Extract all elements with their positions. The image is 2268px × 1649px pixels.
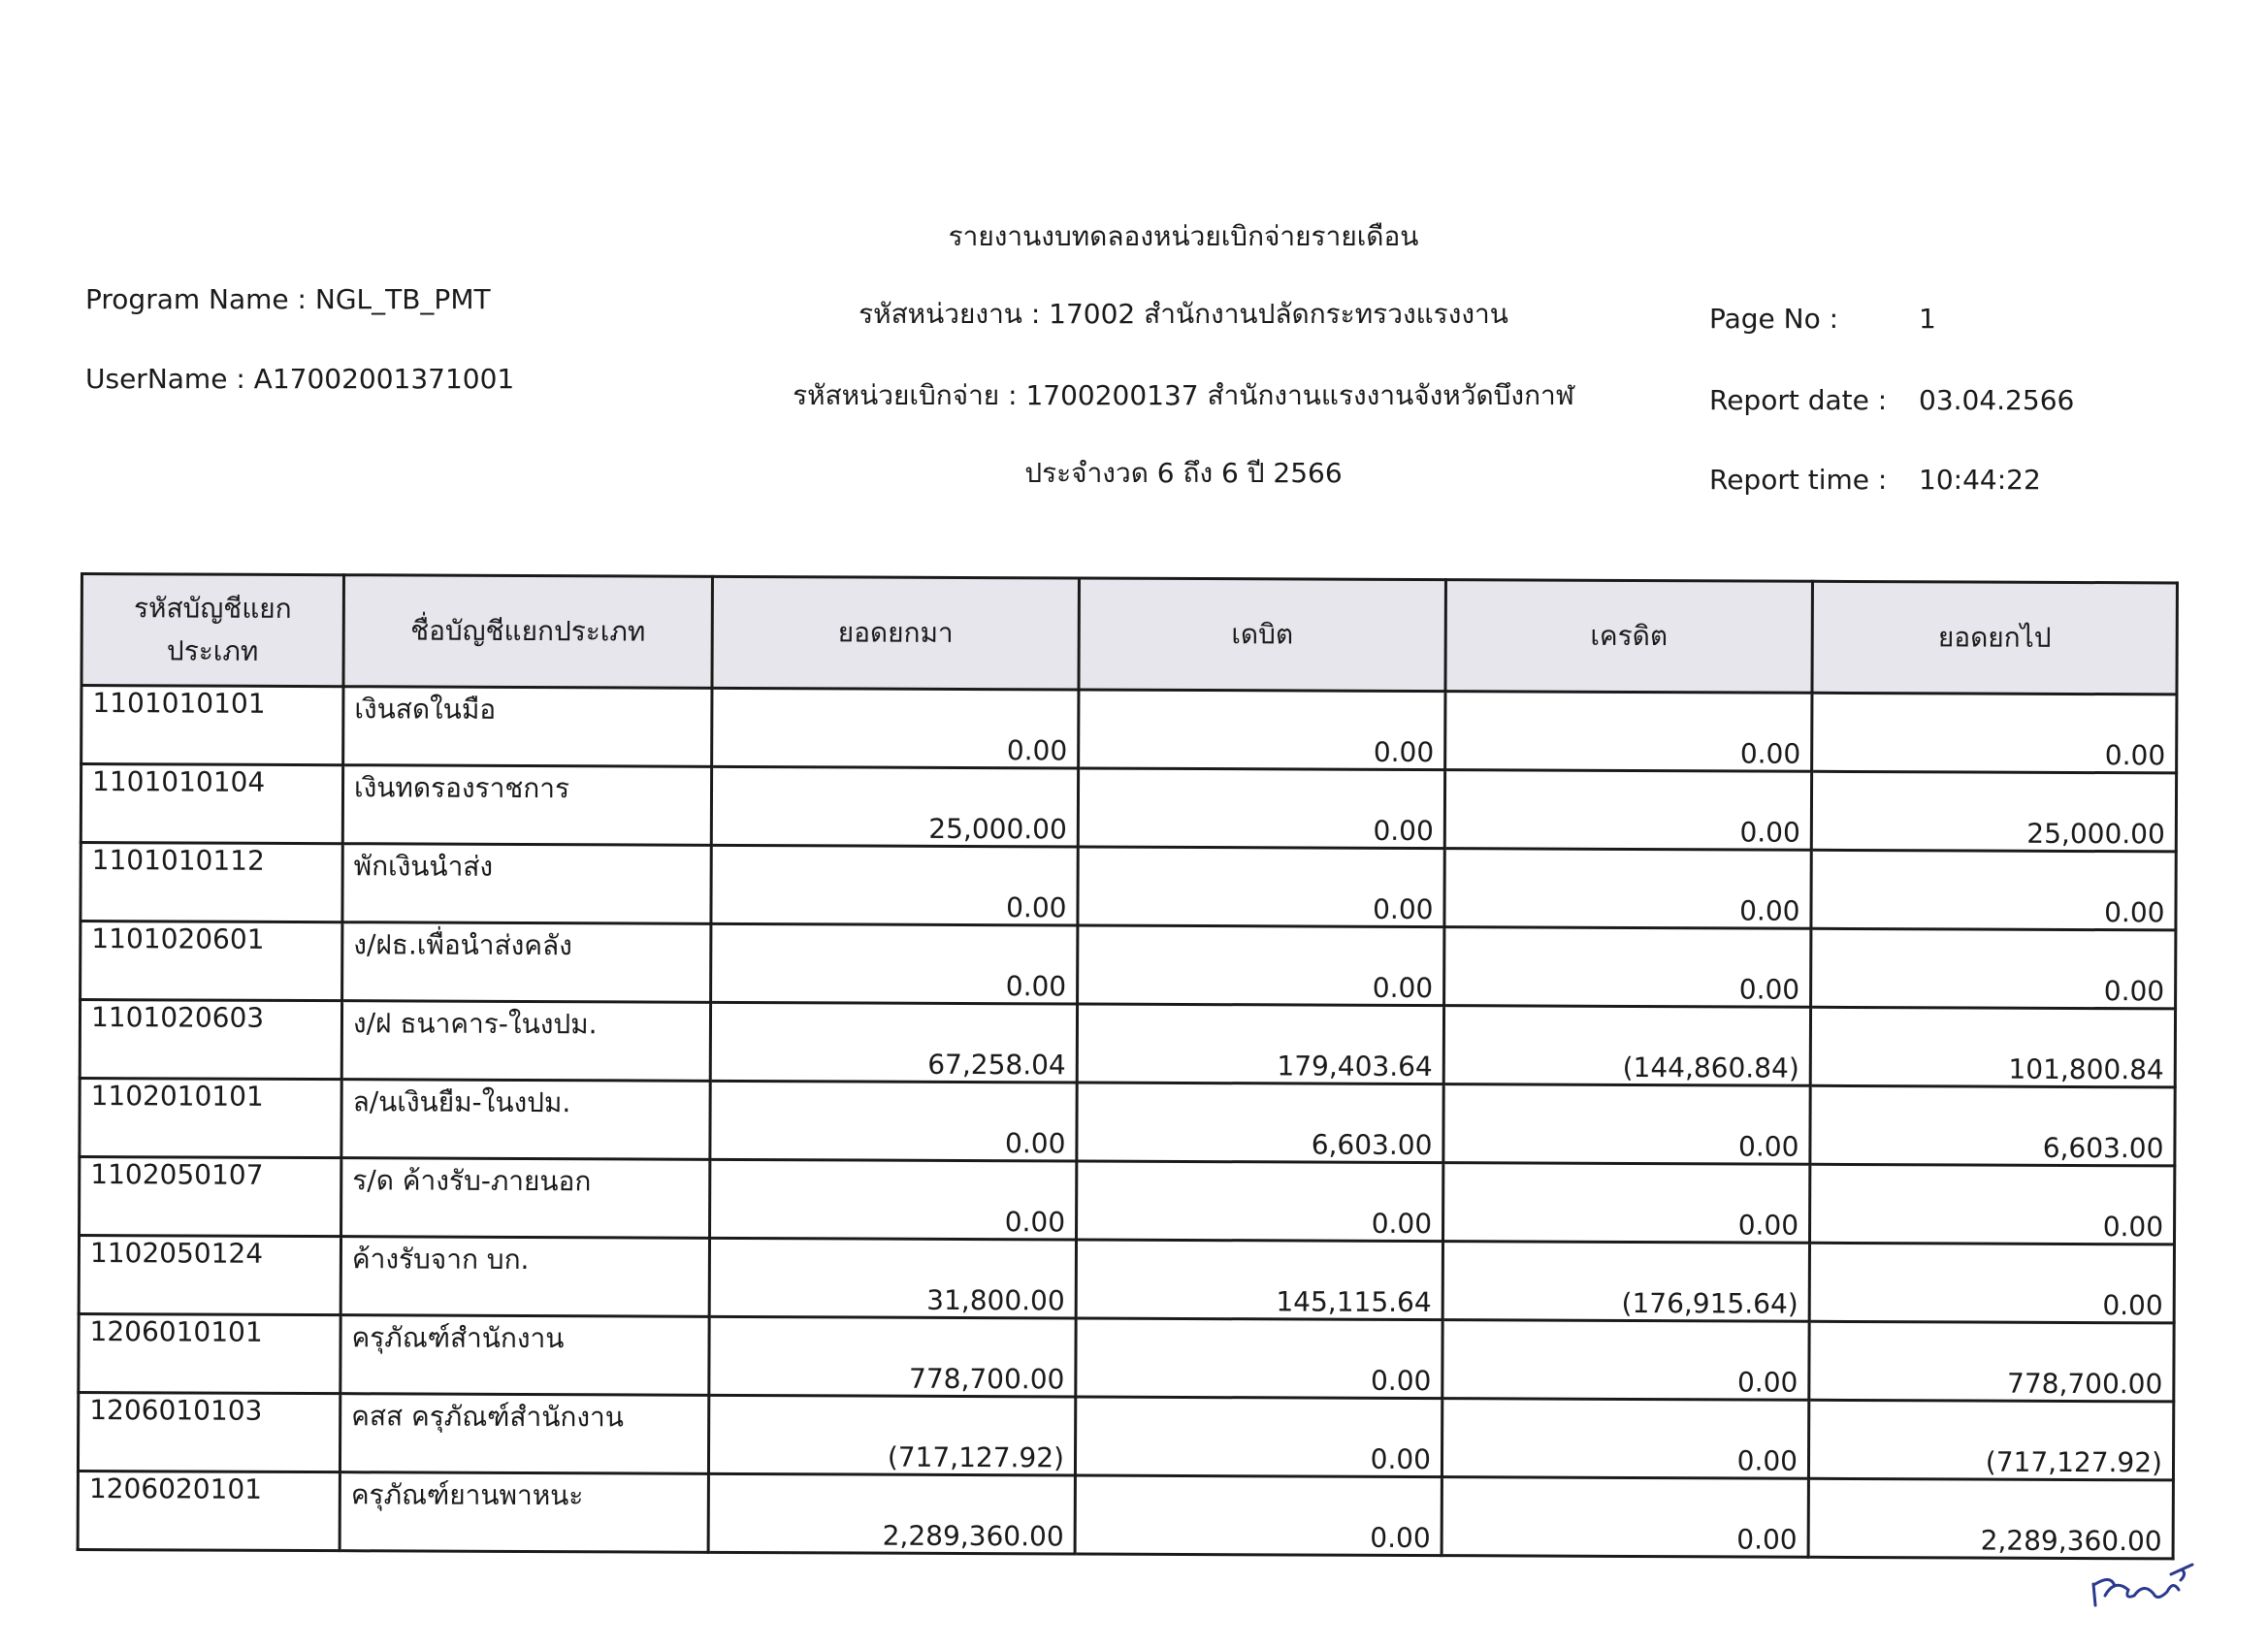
- table-row: [78, 1471, 2173, 1558]
- trial-balance-table: [77, 572, 2179, 1560]
- table-row: [81, 764, 2176, 852]
- period-line: ประจำงวด 6 ถึง 6 ปี 2566: [1024, 457, 1343, 489]
- cell-debit: 0.00: [1079, 690, 1445, 770]
- cell-account-name: เงินสดในมือ: [343, 687, 712, 767]
- program-name: Program Name : NGL_TB_PMT: [85, 283, 491, 315]
- table-row: [80, 1000, 2175, 1087]
- table-row: [80, 1079, 2175, 1166]
- cell-debit: 0.00: [1078, 768, 1444, 849]
- cell-debit: 6,603.00: [1077, 1083, 1443, 1163]
- cell-debit: 0.00: [1075, 1397, 1442, 1477]
- cell-opening-balance: 2,289,360.00: [708, 1473, 1075, 1554]
- cell-opening-balance: 31,800.00: [709, 1238, 1076, 1318]
- cell-closing-balance: 6,603.00: [1810, 1085, 2175, 1166]
- page-no-label: Page No :: [1709, 303, 1839, 335]
- cell-debit: 145,115.64: [1076, 1240, 1442, 1320]
- table-header-row: [81, 574, 2177, 695]
- table-row: [81, 922, 2176, 1009]
- page-no-value: 1: [1919, 303, 1936, 335]
- cell-credit: 0.00: [1444, 770, 1811, 851]
- cell-credit: 0.00: [1442, 1320, 1809, 1401]
- cell-account-code: 1101010104: [81, 764, 342, 844]
- cell-opening-balance: 0.00: [710, 1081, 1077, 1161]
- col-header-account-name: ชื่อบัญชีแยกประเภท: [343, 575, 712, 689]
- cell-closing-balance: 0.00: [1810, 1164, 2175, 1245]
- agency-line: รหัสหน่วยงาน : 17002 สำนักงานปลัดกระทรวงแรงงาน: [859, 298, 1508, 330]
- cell-account-code: 1206010103: [78, 1392, 340, 1471]
- cell-account-code: 1102010101: [80, 1079, 341, 1158]
- cell-account-name: พักเงินนำส่ง: [342, 844, 711, 924]
- cell-opening-balance: 0.00: [711, 923, 1078, 1004]
- cell-debit: 0.00: [1076, 1318, 1442, 1399]
- cell-closing-balance: 0.00: [1812, 693, 2177, 773]
- username: UserName : A17002001371001: [85, 363, 515, 395]
- cell-debit: 0.00: [1075, 1475, 1442, 1556]
- cell-account-code: 1206020101: [78, 1471, 340, 1550]
- cell-closing-balance: 778,700.00: [1809, 1321, 2174, 1402]
- cell-opening-balance: 0.00: [712, 688, 1079, 768]
- cell-credit: (176,915.64): [1442, 1242, 1809, 1322]
- cell-credit: 0.00: [1443, 1084, 1810, 1165]
- col-header-account-code: รหัสบัญชีแยกประเภท: [81, 574, 343, 687]
- cell-account-code: 1101020601: [81, 922, 342, 1001]
- report-time-value: 10:44:22: [1919, 464, 2041, 496]
- col-header-closing-balance: ยอดยกไป: [1812, 581, 2177, 695]
- cell-closing-balance: 0.00: [1811, 928, 2176, 1009]
- col-header-opening-balance: ยอดยกมา: [712, 576, 1079, 690]
- cell-opening-balance: 0.00: [710, 1159, 1077, 1240]
- cell-opening-balance: 0.00: [711, 845, 1078, 925]
- cell-credit: 0.00: [1444, 927, 1811, 1008]
- cell-closing-balance: (717,127.92): [1808, 1400, 2173, 1480]
- cell-debit: 0.00: [1078, 925, 1444, 1006]
- cell-debit: 179,403.64: [1077, 1004, 1443, 1084]
- cell-account-name: ง/ฝธ.เพื่อนำส่งคลัง: [342, 922, 711, 1003]
- cell-opening-balance: 778,700.00: [709, 1316, 1076, 1397]
- cell-closing-balance: 25,000.00: [1811, 771, 2176, 852]
- disbursing-unit-line: รหัสหน่วยเบิกจ่าย : 1700200137 สำนักงานแรงงานจังหวัดบึงกาฬ: [793, 379, 1574, 411]
- cell-credit: (144,860.84): [1443, 1006, 1810, 1086]
- report-time-label: Report time :: [1709, 464, 1888, 496]
- cell-opening-balance: 25,000.00: [711, 766, 1078, 847]
- cell-account-name: ล/นเงินยืม-ในงปม.: [341, 1080, 710, 1160]
- cell-account-name: ครุภัณฑ์ยานพาหนะ: [340, 1472, 708, 1553]
- cell-account-name: ง/ฝ ธนาคาร-ในงปม.: [341, 1001, 710, 1082]
- table-row: [81, 686, 2177, 773]
- cell-opening-balance: (717,127.92): [708, 1395, 1075, 1475]
- cell-closing-balance: 2,289,360.00: [1808, 1478, 2173, 1559]
- cell-account-name: ร/ด ค้างรับ-ภายนอก: [341, 1158, 710, 1239]
- cell-account-code: 1102050107: [80, 1157, 341, 1237]
- cell-credit: 0.00: [1445, 692, 1812, 772]
- cell-account-name: ครุภัณฑ์สำนักงาน: [340, 1315, 709, 1396]
- cell-account-code: 1101020603: [80, 1000, 341, 1080]
- cell-account-code: 1206010101: [79, 1313, 340, 1393]
- table-row: [79, 1313, 2174, 1401]
- cell-opening-balance: 67,258.04: [710, 1002, 1077, 1083]
- cell-debit: 0.00: [1077, 1161, 1443, 1242]
- cell-debit: 0.00: [1078, 847, 1444, 927]
- col-header-debit: เดบิต: [1079, 578, 1445, 692]
- cell-account-code: 1101010112: [81, 843, 342, 922]
- cell-account-name: คสส ครุภัณฑ์สำนักงาน: [340, 1394, 708, 1474]
- table-row: [79, 1236, 2174, 1323]
- cell-account-code: 1101010101: [81, 686, 343, 765]
- report-date-value: 03.04.2566: [1919, 384, 2075, 416]
- cell-credit: 0.00: [1442, 1399, 1808, 1479]
- report-title: รายงานงบทดลองหน่วยเบิกจ่ายรายเดือน: [948, 220, 1419, 252]
- table-row: [80, 1157, 2175, 1245]
- cell-account-code: 1102050124: [79, 1236, 340, 1315]
- cell-credit: 0.00: [1443, 1163, 1810, 1244]
- report-date-label: Report date :: [1709, 384, 1888, 416]
- cell-credit: 0.00: [1444, 849, 1811, 929]
- cell-closing-balance: 101,800.84: [1810, 1007, 2175, 1087]
- handwritten-signature: [2086, 1557, 2202, 1615]
- cell-closing-balance: 0.00: [1811, 850, 2176, 930]
- table-row: [78, 1392, 2173, 1479]
- cell-closing-balance: 0.00: [1809, 1243, 2174, 1323]
- table-row: [81, 843, 2176, 930]
- cell-credit: 0.00: [1442, 1477, 1808, 1558]
- cell-account-name: เงินทดรองราชการ: [342, 765, 711, 846]
- cell-account-name: ค้างรับจาก บก.: [340, 1237, 709, 1317]
- col-header-credit: เครดิต: [1445, 580, 1812, 694]
